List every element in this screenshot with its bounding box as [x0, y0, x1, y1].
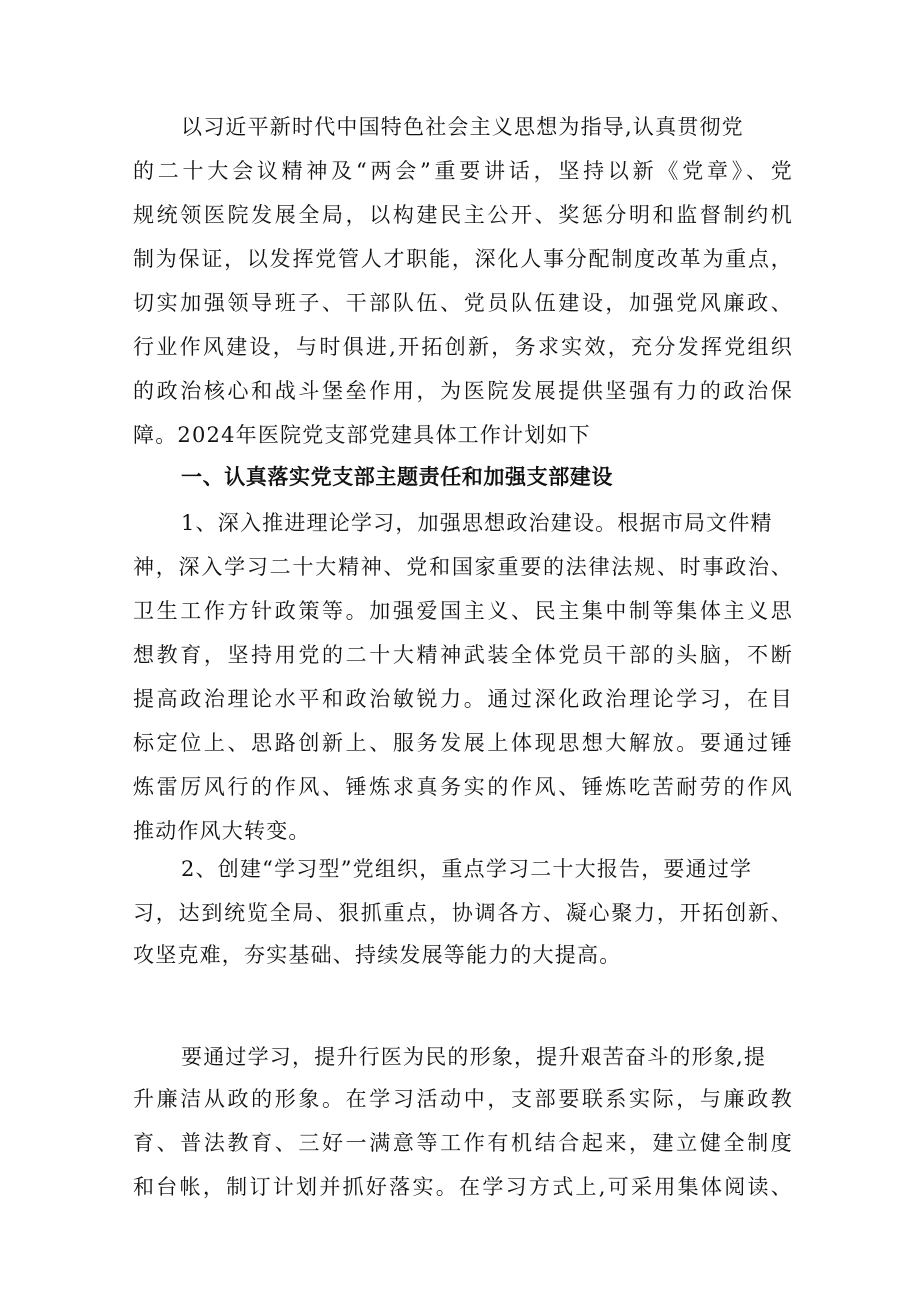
text-line: 升廉洁从政的形象。在学习活动中，支部要联系实际，与廉政教 — [133, 1087, 793, 1111]
text-line: 标定位上、思路创新上、服务发展上体现思想大解放。要通过锤 — [133, 731, 793, 755]
text-line: 提高政治理论水平和政治敏锐力。通过深化政治理论学习，在目 — [133, 687, 793, 711]
section-heading: 一、认真落实党支部主题责任和加强支部建设 — [181, 465, 613, 489]
text-line: 障。2024年医院党支部党建具体工作计划如下 — [133, 423, 591, 447]
text-line: 炼雷厉风行的作风、锤炼求真务实的作风、锤炼吃苦耐劳的作风 — [133, 775, 793, 799]
text-line: 以习近平新时代中国特色社会主义思想为指导,认真贯彻党 — [181, 115, 744, 139]
text-line: 的二十大会议精神及“两会”重要讲话，坚持以新《党章》、党 — [133, 159, 793, 183]
text-line: 的政治核心和战斗堡垒作用，为医院发展提供坚强有力的政治保 — [133, 379, 793, 403]
text-line: 制为保证，以发挥党管人才职能，深化人事分配制度改革为重点， — [133, 247, 793, 271]
text-line: 切实加强领导班子、干部队伍、党员队伍建设，加强党风廉政、 — [133, 291, 793, 315]
text-line: 攻坚克难，夯实基础、持续发展等能力的大提高。 — [133, 943, 622, 967]
text-line: 规统领医院发展全局，以构建民主公开、奖惩分明和监督制约机 — [133, 203, 793, 227]
text-line: 卫生工作方针政策等。加强爱国主义、民主集中制等集体主义思 — [133, 599, 793, 623]
text-line: 推动作风大转变。 — [133, 819, 311, 843]
text-line: 想教育，坚持用党的二十大精神武装全体党员干部的头脑，不断 — [133, 643, 793, 667]
text-line: 行业作风建设，与时俱进,开拓创新，务求实效，充分发挥党组织 — [133, 335, 793, 359]
text-line: 和台帐，制订计划并抓好落实。在学习方式上,可采用集体阅读、 — [133, 1175, 793, 1199]
text-line: 育、普法教育、三好一满意等工作有机结合起来，建立健全制度 — [133, 1131, 793, 1155]
text-line: 1、深入推进理论学习，加强思想政治建设。根据市局文件精 — [181, 511, 773, 535]
text-line: 神，深入学习二十大精神、党和国家重要的法律法规、时事政治、 — [133, 555, 793, 579]
text-line: 要通过学习，提升行医为民的形象，提升艰苦奋斗的形象,提 — [181, 1045, 767, 1069]
text-line: 2、创建“学习型”党组织，重点学习二十大报告，要通过学 — [181, 857, 753, 881]
text-line: 习，达到统览全局、狠抓重点，协调各方、凝心聚力，开拓创新、 — [133, 901, 793, 925]
